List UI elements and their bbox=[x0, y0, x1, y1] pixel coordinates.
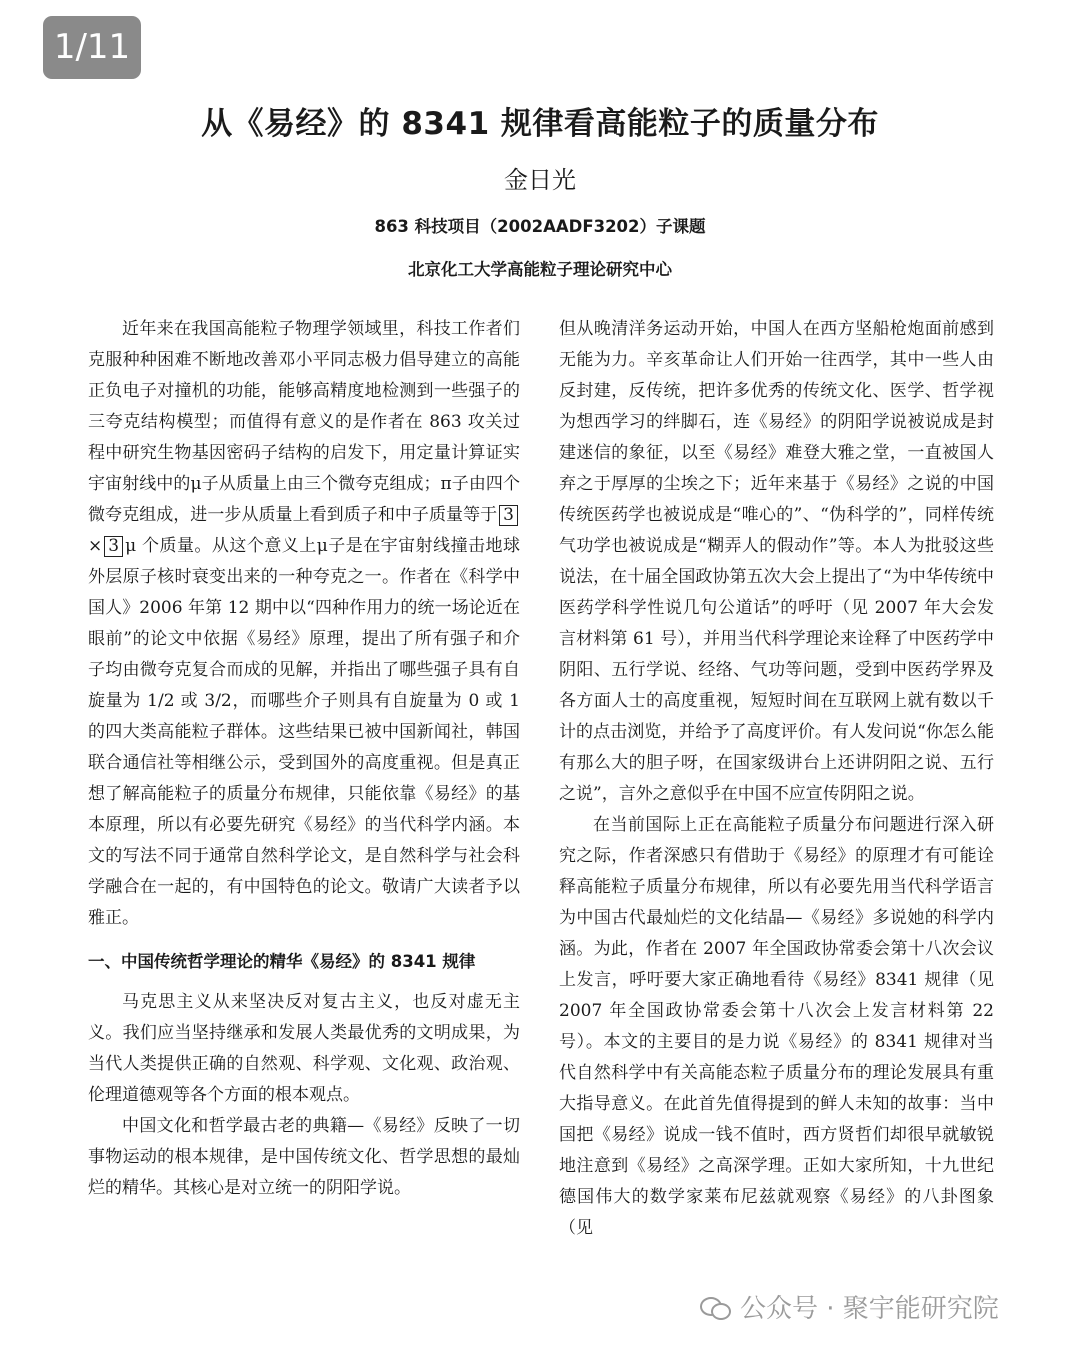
intro-paragraph bbox=[88, 314, 520, 934]
paragraph-purpose: 在当前国际上正在高能粒子质量分布问题进行深入研究之际，作者深感只有借助于《易经》的原理才有可能诠释高能粒子质量分布规律，所以有必要先用当代科学语言为中国古代最灿烂的文化结晶—《易经》多说她的科学内涵。为此，作者在 2007 年全国政协常委会第十八次会议上发言，呼吁要大家正确地看待《易经》8341 规律（见 2007 年全国政协常委会第十八次会上发言材料第 22 号）。本文的主要目的是力说《易经》的 8341 规律对当代自然科学中有关高能态粒子质量分布的理论发展具有重大指导意义。在此首先值得提到的鲜人未知的故事：当中国把《易经》说成一钱不值时，西方贤哲们却很早就敏锐地注意到《易经》之高深学理。正如大家所知，十九世纪德国伟大的数学家莱布尼兹就观察《易经》的八卦图象（见 bbox=[559, 815, 994, 1238]
boxed-number-1: 3 bbox=[499, 505, 518, 526]
wechat-icon bbox=[700, 1294, 730, 1320]
paragraph-yijing: 中国文化和哲学最古老的典籍—《易经》反映了一切事物运动的根本规律，是中国传统文化、哲学思想的最灿烂的精华。其核心是对立统一的阴阳学说。 bbox=[88, 1116, 520, 1198]
right-column bbox=[559, 314, 994, 1244]
boxed-number-2: 3 bbox=[104, 536, 123, 557]
paragraph-marxism: 马克思主义从来坚决反对复古主义，也反对虚无主义。我们应当坚持继承和发展人类最优秀的文明成果，为当代人类提供正确的自然观、科学观、文化观、政治观、伦理道德观等各个方面的根本观点。 bbox=[88, 992, 520, 1105]
page-counter: 1/11 bbox=[43, 16, 141, 79]
watermark bbox=[700, 1288, 999, 1325]
project-line: 863 科技项目（2002AADF3202）子课题 bbox=[374, 217, 706, 236]
watermark-text: 公众号 · 聚宇能研究院 bbox=[740, 1294, 999, 1324]
times-sign: × bbox=[88, 536, 103, 556]
section-heading: 一、中国传统哲学理论的精华《易经》的 8341 规律 bbox=[88, 952, 476, 971]
article-title: 从《易经》的 8341 规律看高能粒子的质量分布 bbox=[201, 106, 879, 142]
paragraph-history: 但从晚清洋务运动开始，中国人在西方坚船枪炮面前感到无能为力。辛亥革命让人们开始一往西学，其中一些人由反封建，反传统，把许多优秀的传统文化、医学、哲学视为想西学习的绊脚石，连《易经》的阴阳学说被说成是封建迷信的象征，以至《易经》难登大雅之堂，一直被国人弃之于厚厚的尘埃之下；近年来基于《易经》之说的中国传统医药学也被说成是“唯心的”、“伪科学的”，同样传统气功学也被说成是“糊弄人的假动作”等。本人为批驳这些说法，在十届全国政协第五次大会上提出了“为中华传统中医药学科学性说几句公道话”的呼吁（见 2007 年大会发言材料第 61 号），并用当代科学理论来诠释了中医药学中阴阳、五行学说、经络、气功等问题，受到中医药学界及各方面人士的高度重视，短短时间在互联网上就有数以千计的点击浏览，并给予了高度评价。有人发问说“你怎么能有那么大的胆子呀，在国家级讲台上还讲阴阳之说、五行之说”，言外之意似乎在中国不应宣传阴阳之说。 bbox=[559, 319, 994, 804]
left-column bbox=[88, 314, 520, 1204]
affiliation: 北京化工大学高能粒子理论研究中心 bbox=[408, 260, 672, 279]
intro-text-a: 近年来在我国高能粒子物理学领域里，科技工作者们克服种种困难不断地改善邓小平同志极力倡导建立的高能正负电子对撞机的功能，能够高精度地检测到一些强子的三夸克结构模型；而值得有意义的是作者在 863 攻关过程中研究生物基因密码子结构的启发下，用定量计算证实宇宙射线中的μ子从质量上由三个微夸克组成；π子由四个微夸克组成，进一步从质量上看到质子和中子质量等于 bbox=[88, 319, 520, 525]
intro-text-b: μ 个质量。从这个意义上μ子是在宇宙射线撞击地球外层原子核时衰变出来的一种夸克之一。作者在《科学中国人》2006 年第 12 期中以“四种作用力的统一场论近在眼前”的论文中依据《易经》原理，提出了所有强子和介子均由微夸克复合而成的见解，并指出了哪些强子具有自旋量为 1/2 或 3/2，而哪些介子则具有自旋量为 0 或 1 的四大类高能粒子群体。这些结果已被中国新闻社，韩国联合通信社等相继公示，受到国外的高度重视。但是真正想了解高能粒子的质量分布规律，只能依靠《易经》的基本原理，所以有必要先研究《易经》的当代科学内涵。本文的写法不同于通常自然科学论文，是自然科学与社会科学融合在一起的，有中国特色的论文。敬请广大读者予以雅正。 bbox=[88, 536, 520, 928]
author-name: 金日光 bbox=[504, 166, 576, 194]
